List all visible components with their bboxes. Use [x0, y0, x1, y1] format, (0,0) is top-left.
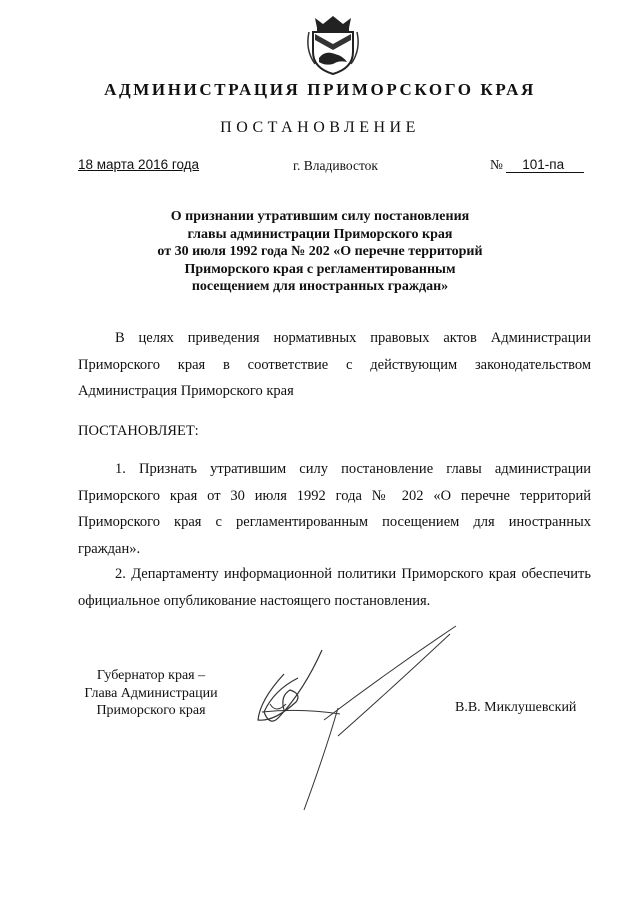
decree-word: ПОСТАНОВЛЯЕТ: [78, 423, 199, 439]
position-line: Приморского края [96, 703, 206, 718]
title-line: главы администрации Приморского края [187, 226, 453, 242]
agency-name: АДМИНИСТРАЦИЯ ПРИМОРСКОГО КРАЯ [104, 80, 536, 99]
title-line: Приморского края с регламентированным [184, 261, 456, 277]
document-date: 18 марта 2016 года [78, 157, 200, 172]
preamble-paragraph: В целях приведения нормативных правовых актов Администрации Приморского края в соответствие с действующим законодательством Администрация Приморского края [78, 330, 591, 399]
decree-item-1: 1. Признать утратившим силу постановление главы администрации Приморского края от 30 июля 1992 года № 202 «О перечне территорий Приморского края с регламентированным посещением для иностранных граждан». [78, 461, 591, 557]
title-line: О признании утратившим силу постановления [170, 209, 470, 224]
signatory-position [80, 667, 222, 720]
document-city: г. Владивосток [293, 158, 378, 173]
signatory-name: В.В. Миклушевский [455, 700, 577, 715]
title-line: посещением для иностранных граждан» [191, 279, 449, 294]
coat-of-arms-icon [303, 10, 363, 76]
decree-item-2: 2. Департаменту информационной политики Приморского края обеспечить официальное опубликование настоящего постановления. [78, 566, 591, 609]
document-number: 101-па [506, 157, 584, 173]
title-line: от 30 июля 1992 года № 202 «О перечне территорий [157, 244, 483, 259]
document-title [120, 208, 520, 296]
position-line: Губернатор края – [96, 668, 206, 683]
number-sign: № [490, 157, 503, 172]
position-line: Глава Администрации [84, 685, 218, 701]
handwritten-signature-icon [240, 620, 480, 815]
document-number-line [490, 157, 584, 173]
document-type: ПОСТАНОВЛЕНИЕ [220, 119, 420, 136]
